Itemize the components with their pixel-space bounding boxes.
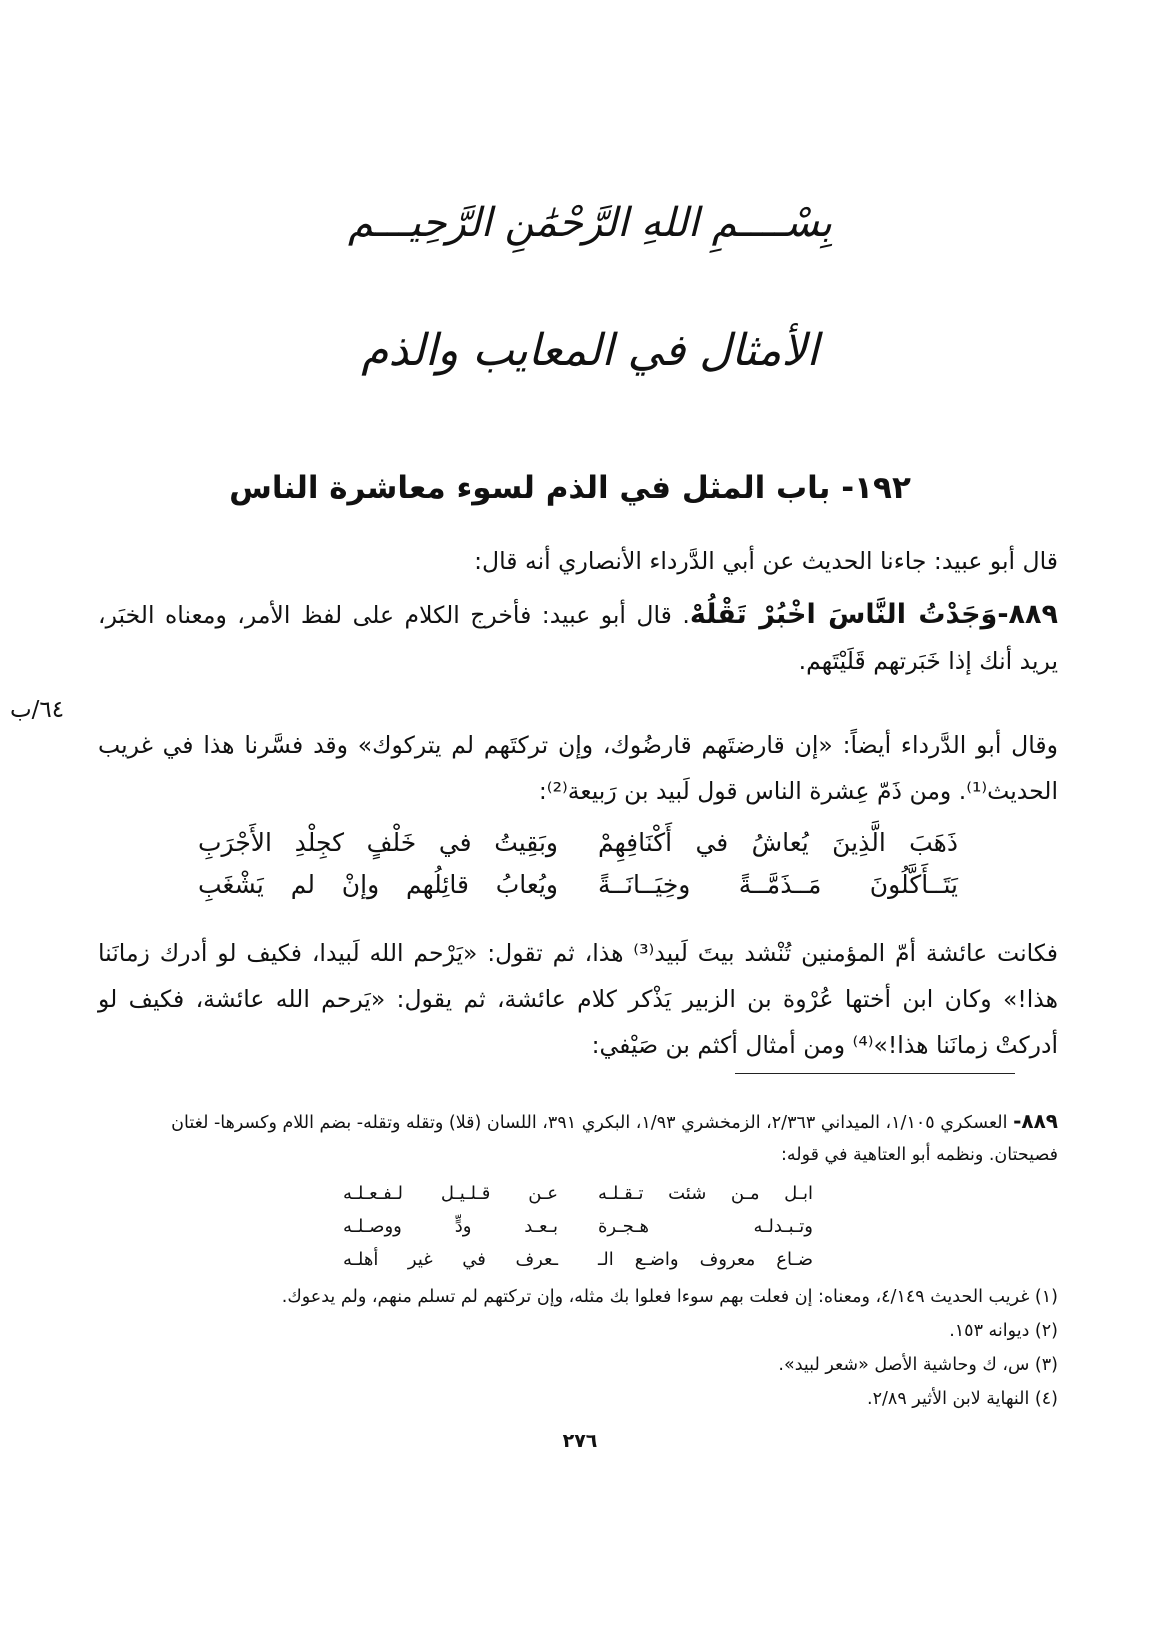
footnote-poem [343,1177,813,1276]
paragraph-4: فكانت عائشة أمّ المؤمنين تُنْشد بيتَ لَبيد⁽³⁾ هذا، ثم تقول: «يَرْحم الله لَبيدا، فكيف لو أدرك زمانَنا هذا!» وكان ابن أختها عُرْوة بن الزبير يَذْكر كلام عائشة، ثم يقول: «يَرحم الله عائشة، فكيف لو أدركتْ زمانَنا هذا!»⁽⁴⁾ ومن أمثال أكثم بن صَيْفي: [98,939,1058,1059]
paragraph-2-text: . قال أبو عبيد: فأخرج الكلام على لفظ الأمر، ومعناه الخبَر، يريد أنك إذا خَبَرتهم قَلَيْتَهم. [98,601,1058,675]
paragraph-2 [98,592,1058,684]
footnote-main-text: العسكري ١/١٠٥، الميداني ٢/٣٦٣، الزمخشري ١/٩٣، البكري ٣٩١، اللسان (قلا) وتقله وتقله- بضم اللام وكسرها- لغتان فصيحتان. ونظمه أبو العتاهية في قوله: [171,1113,1058,1165]
poem [198,822,958,906]
poem-line [198,822,958,864]
page-number: ٢٧٦ [562,1430,598,1452]
verse-hemistich: ضـاع معروف واضـع الـ [598,1249,813,1270]
verse-hemistich: ابـل مـن شئت تـقـلـه [598,1183,813,1204]
basmala-heading: بِسْــــمِ اللهِ الرَّحْمَٰنِ الرَّحِيـــم [347,200,833,246]
verse-hemistich: ويُعابُ قائِلُهم وإنْ لم يَشْغَبِ [198,870,558,899]
footnote-3: (٣) س، ك وحاشية الأصل «شعر لبيد». [778,1355,1058,1375]
verse-hemistich: وتـبـدلـه هـجـرة [598,1216,813,1237]
verse-hemistich: وبَقِيتُ في خَلْفٍ كجِلْدِ الأَجْرَبِ [198,828,558,857]
footnote-poem-line [343,1210,813,1243]
verse-hemistich: يَتَــأَكَّلُونَ مَــذَمَّــةً وخِيَــانَــةً [598,870,958,899]
verse-hemistich: ذَهَبَ الَّذِينَ يُعاشُ في أَكْنَافِهِمْ [598,828,958,857]
footnote-poem-line [343,1177,813,1210]
verse-hemistich: ـعرف في غير أهلـه [343,1249,558,1270]
section-title: الأمثال في المعايب والذم [361,325,819,376]
footnote-1: (١) غريب الحديث ٤/١٤٩، ومعناه: إن فعلت بهم سوءا فعلوا بك مثله، وإن تركتهم لم تسلم منهم، ولم يدعوك. [281,1287,1058,1307]
verse-hemistich: بـعـد ودٍّ ووصـلـه [343,1216,558,1237]
proverb-heading: ٨٨٩-وَجَدْتُ النَّاسَ اخْبُرْ تَقْلُهْ [689,599,1058,630]
footnote-list [98,1280,1058,1416]
verse-hemistich: عـن قـلـيـل لـفـعـلـه [343,1183,558,1204]
margin-note: ٦٤/ب [10,697,65,723]
footnote-number: ٨٨٩- [1013,1109,1058,1133]
poem-line [198,864,958,906]
paragraph-3: وقال أبو الدَّرداء أيضاً: «إن قارضتَهم قارضُوك، وإن تركتَهم لم يتركوك» وقد فسَّرنا هذا في غريب الحديث⁽¹⁾. ومن ذَمّ عِشرة الناس قول لَبيد بن رَبيعة⁽²⁾: [98,731,1058,805]
chapter-title: ١٩٢- باب المثل في الذم لسوء معاشرة الناس [229,470,911,506]
footnote-divider [735,1073,1015,1074]
footnote-main [98,1105,1058,1171]
footnote-2: (٢) ديوانه ١٥٣. [949,1321,1058,1341]
footnote-poem-line [343,1243,813,1276]
paragraph-1: قال أبو عبيد: جاءنا الحديث عن أبي الدَّرداء الأنصاري أنه قال: [474,547,1058,575]
footnote-4: (٤) النهاية لابن الأثير ٢/٨٩. [867,1389,1058,1409]
